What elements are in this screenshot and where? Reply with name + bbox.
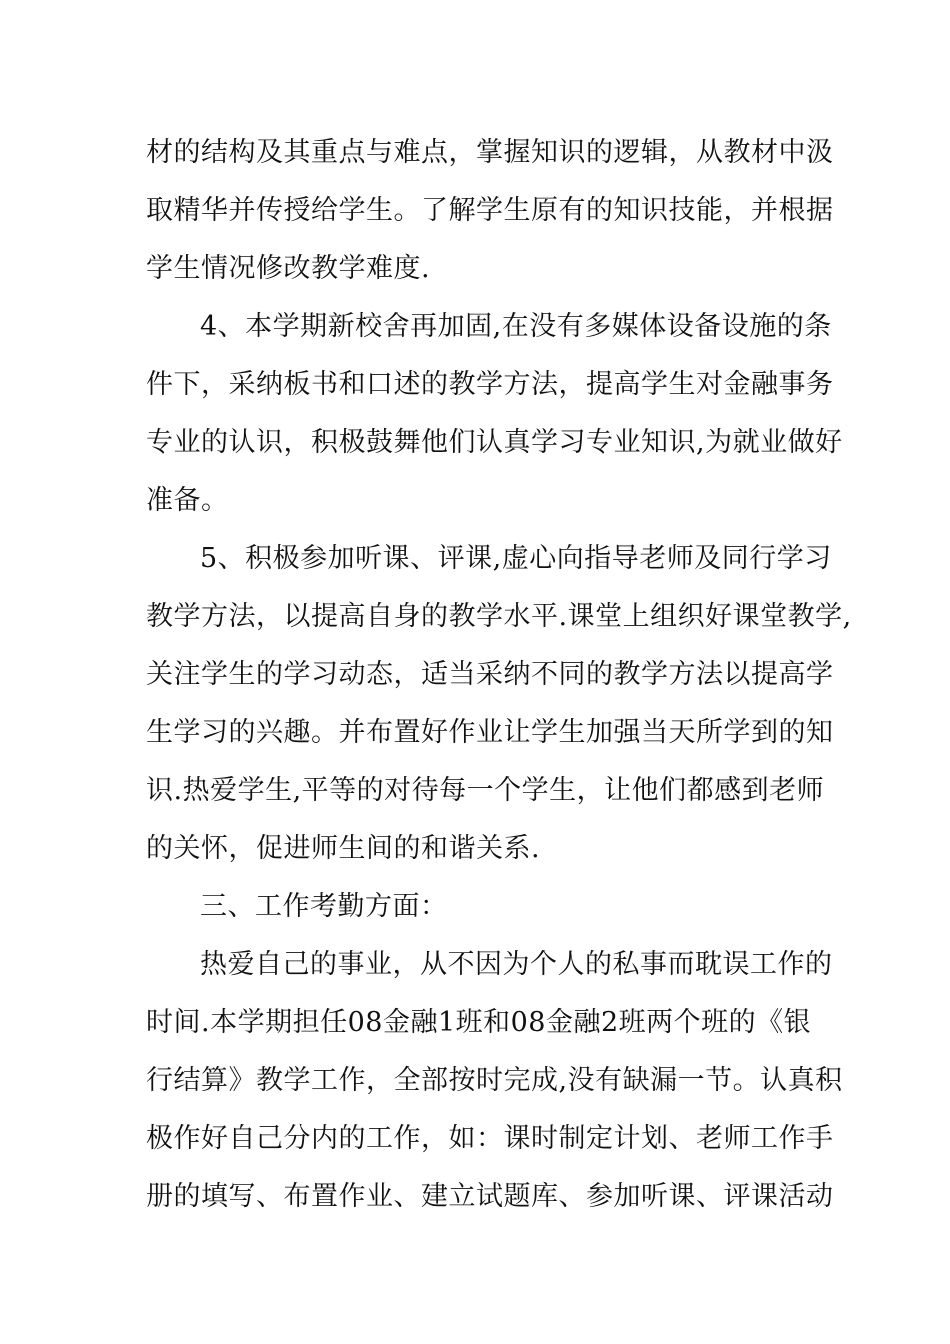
text-line: 关注学生的学习动态，适当采纳不同的教学方法以提高学 [146,659,834,690]
text-line: 识.热爱学生,平等的对待每一个学生，让他们都感到老师 [146,775,825,806]
text-line: 行结算》教学工作，全部按时完成,没有缺漏一节。认真积 [146,1065,843,1096]
text-line: 取精华并传授给学生。了解学生原有的知识技能，并根据 [146,195,834,226]
body-text [146,124,852,1226]
section-heading: 三、工作考勤方面： [200,891,448,922]
paragraph-start-line: 热爱自己的事业，从不因为个人的私事而耽误工作的 [200,949,833,980]
text-line: 件下，采纳板书和口述的教学方法，提高学生对金融事务 [146,369,834,400]
text-line: 学生情况修改教学难度. [146,253,431,284]
text-line: 的关怀，促进师生间的和谐关系. [146,833,541,864]
paragraph-start-line: 5、积极参加听课、评课,虚心向指导老师及同行学习 [200,543,832,574]
text-line: 材的结构及其重点与难点，掌握知识的逻辑，从教材中汲 [146,137,834,168]
text-line: 专业的认识，积极鼓舞他们认真学习专业知识,为就业做好 [146,427,843,458]
paragraph-start-line: 4、本学期新校舍再加固,在没有多媒体设备设施的条 [200,311,832,342]
text-line: 时间.本学期担任08金融1班和08金融2班两个班的《银 [146,1007,812,1038]
text-line: 生学习的兴趣。并布置好作业让学生加强当天所学到的知 [146,717,834,748]
text-line: 极作好自己分内的工作，如：课时制定计划、老师工作手 [146,1123,834,1154]
text-line: 准备。 [146,485,229,516]
text-line: 教学方法，以提高自身的教学水平.课堂上组织好课堂教学, [146,601,852,632]
text-line: 册的填写、布置作业、建立试题库、参加听课、评课活动 [146,1181,834,1212]
